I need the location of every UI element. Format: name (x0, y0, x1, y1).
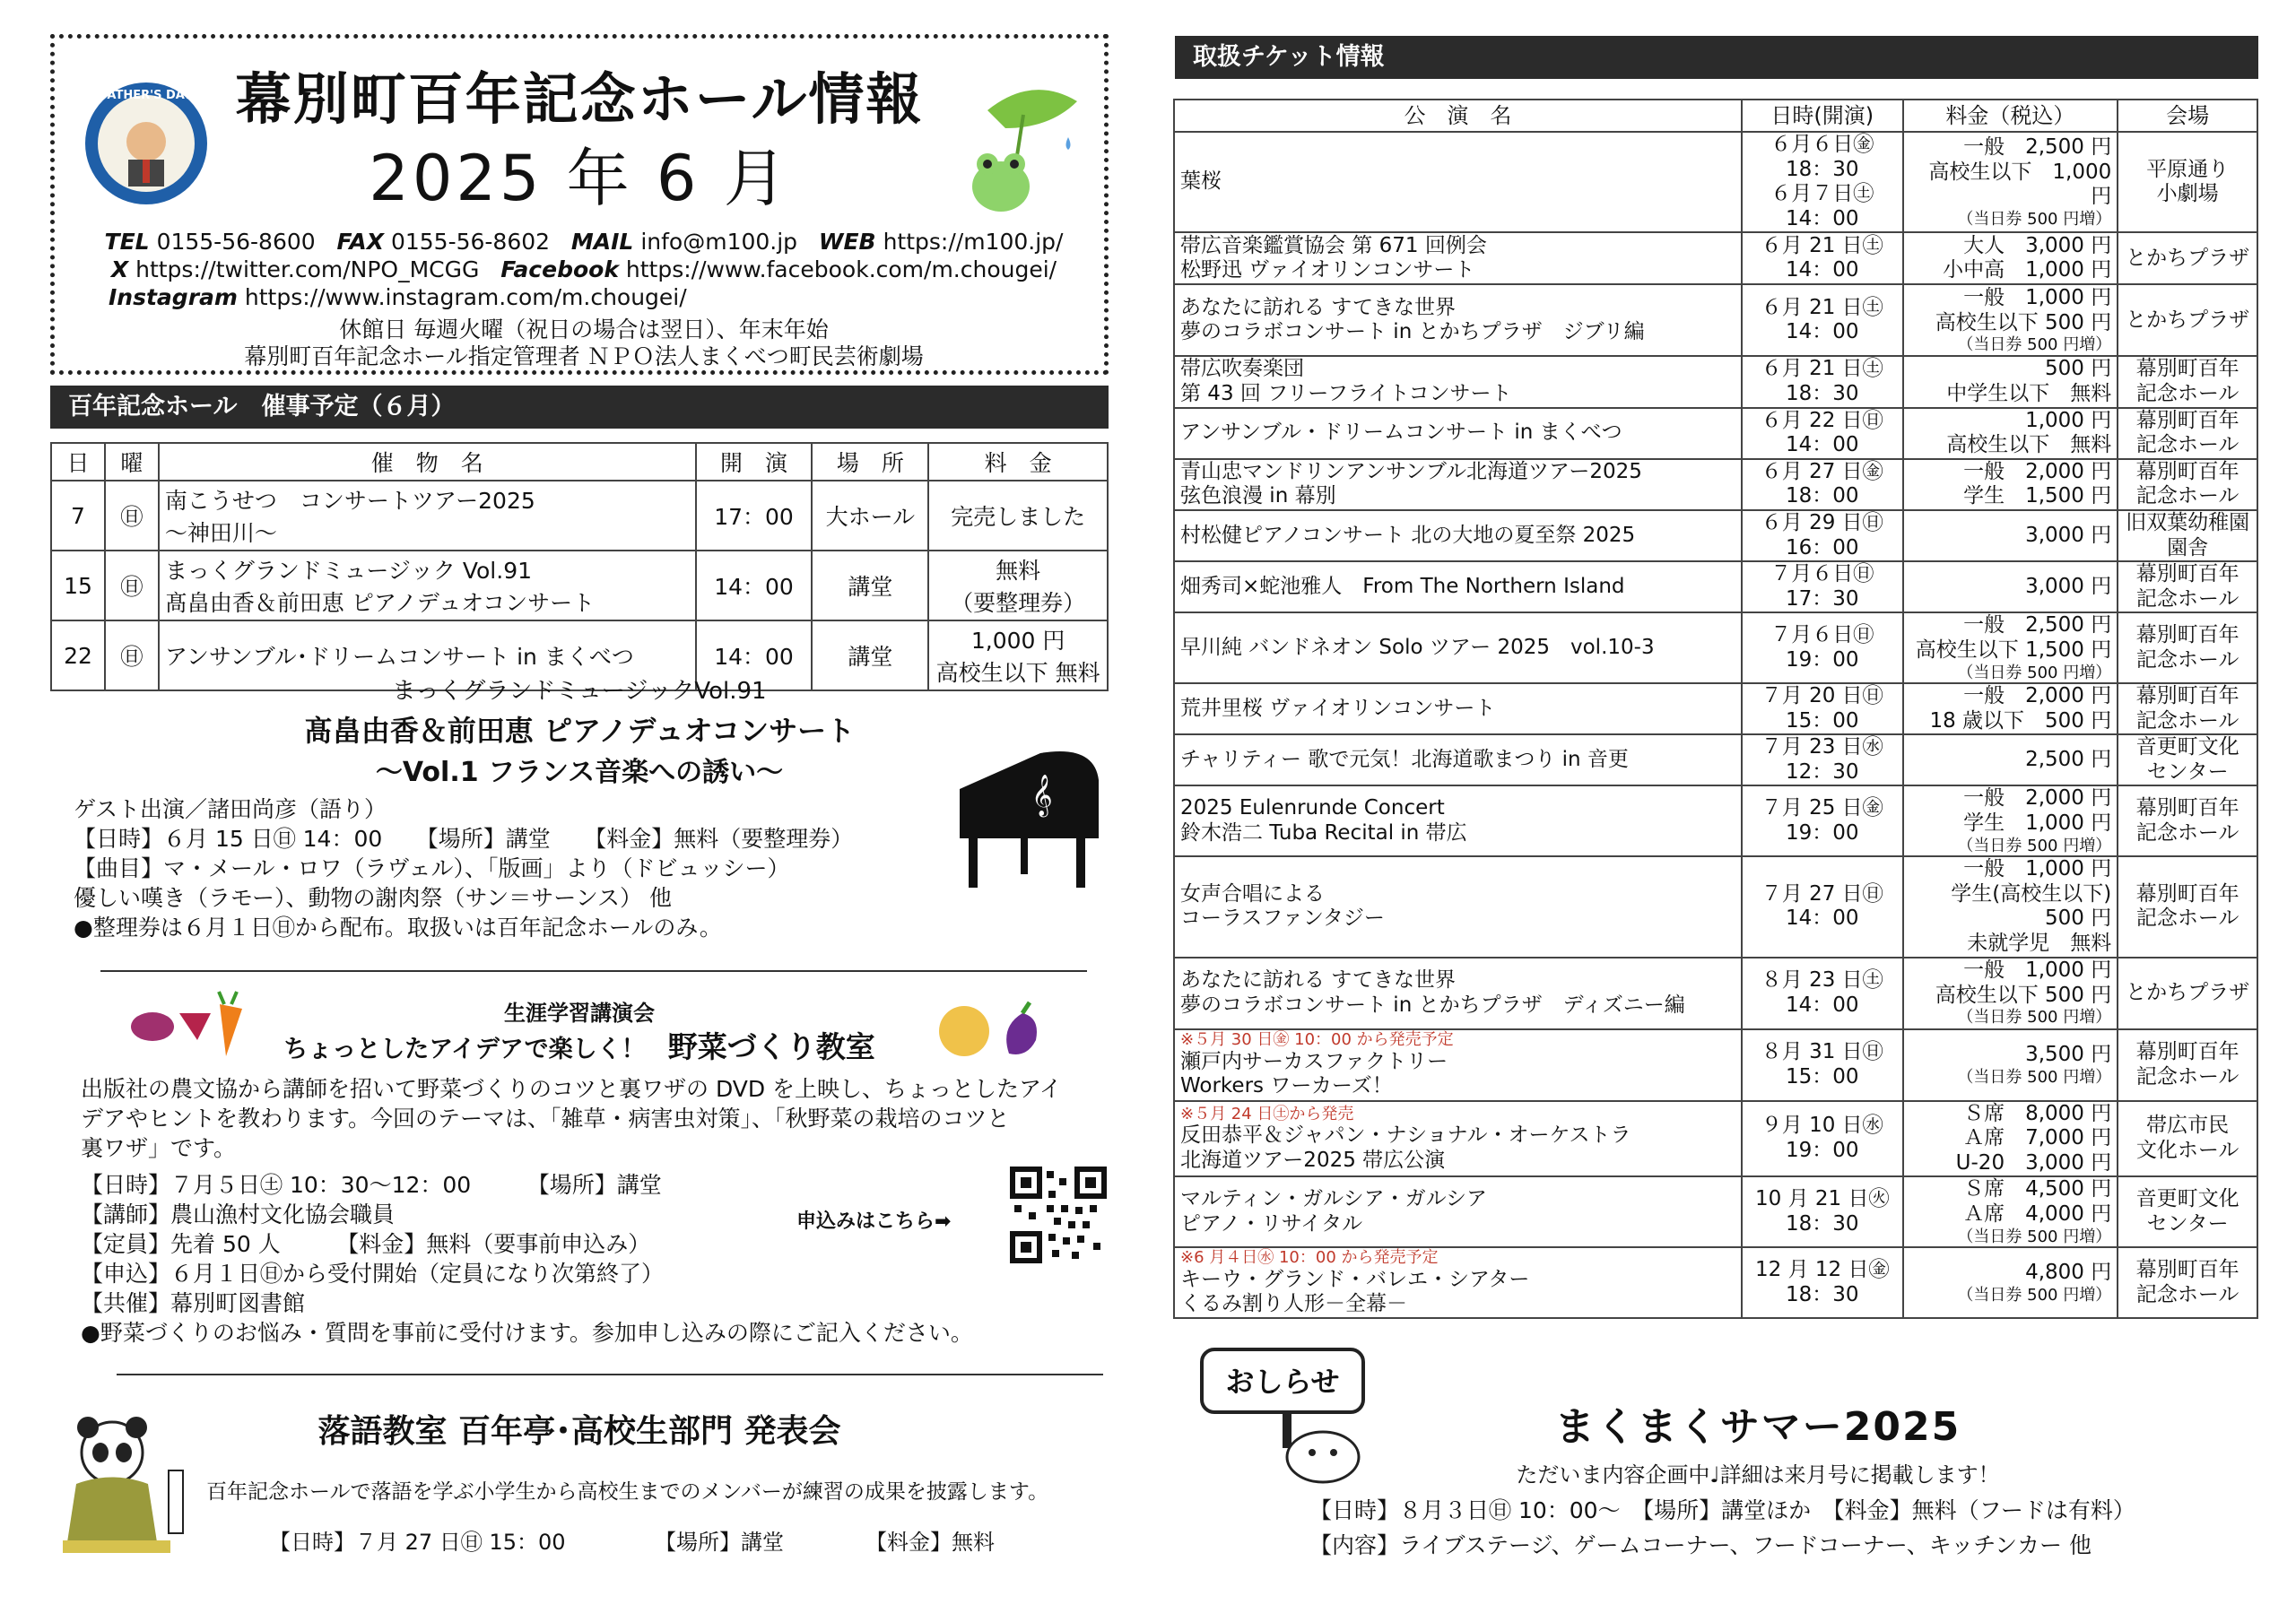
ticket-performance-name: 女声合唱による (1180, 881, 1325, 906)
ticket-row (1174, 356, 2257, 407)
vegetable-series: 生涯学習講演会 (504, 1001, 655, 1026)
ticket-price: 高校生以下 1,000 円 (1928, 160, 2112, 209)
ticket-date: ８月 31 日㊐ (1761, 1040, 1883, 1064)
piano-series: まっくグランドミュージックVol.91 (392, 678, 767, 705)
rakugo-title: 落語教室 百年亭･高校生部門 発表会 (317, 1413, 841, 1450)
ticket-date: ７月 23 日㊌ (1761, 735, 1883, 759)
ticket-row (1174, 232, 2257, 284)
event-day: 15 (51, 551, 105, 620)
ticket-venue: センター (2146, 759, 2229, 784)
event-name: まっくグランドミュージック Vol.91 (164, 558, 532, 584)
piano-subtitle: ～Vol.1 フランス音楽への誘い～ (375, 757, 784, 788)
ticket-date: ６月 22 日㊐ (1761, 408, 1883, 432)
ticket-performance-name: 北海道ツアー2025 帯広公演 (1180, 1148, 1446, 1172)
ticket-sale-note: ※５月 30 日㊎ 10：00 から発売予定 (1180, 1030, 1454, 1050)
ticket-venue: 幕別町百年 (2135, 357, 2239, 381)
vegetable-apply-period: 【申込】６月１日㊐から受付開始（定員になり次第終了） (81, 1261, 665, 1287)
ticket-venue: とかちプラザ (2126, 246, 2250, 270)
ticket-row (1174, 132, 2257, 232)
closed-days: 休館日 毎週火曜（祝日の場合は翌日）、年末年始 (339, 317, 829, 343)
ticket-price: 3,000 円 (2025, 574, 2112, 598)
event-dow: ㊐ (105, 620, 159, 690)
ticket-date: 15：00 (1785, 1064, 1859, 1089)
ticket-price: Ａ席 7,000 円 (1963, 1126, 2112, 1150)
rakugo-fee: 【料金】無料 (865, 1530, 995, 1555)
piano-datetime: 【日時】６月 15 日㊐ 14：00 【場所】講堂 【料金】無料（要整理券） (74, 826, 854, 852)
qr-code-icon[interactable] (1009, 1166, 1108, 1264)
ticket-row (1174, 510, 2257, 561)
events-header-place: 場 所 (812, 443, 928, 481)
ticket-performance-name: Workers ワーカーズ！ (1180, 1074, 1393, 1098)
ticket-performance-name: 青山忠マンドリンアンサンブル北海道ツアー2025 (1180, 459, 1642, 483)
ticket-price: 大人 3,000 円 (1963, 233, 2112, 257)
ticket-price: Ｓ席 4,500 円 (1963, 1177, 2112, 1201)
events-section-title: 百年記念ホール 催事予定（６月） (50, 386, 1109, 429)
table-row (51, 481, 1108, 551)
ticket-price: 高校生以下 1,500 円 (1915, 638, 2112, 662)
ticket-date: 16：00 (1785, 535, 1859, 559)
ticket-price: 一般 1,000 円 (1963, 958, 2112, 983)
ticket-venue: 記念ホール (2135, 433, 2239, 457)
ticket-price-note: （当日券 500 円増） (1957, 209, 2112, 229)
contact-line-1: TEL 0155-56-8600 FAX 0155-56-8602 MAIL info@m100.jp WEB https://m100.jp/ (104, 229, 1064, 255)
event-subname: 髙畠由香＆前田恵 ピアノデュオコンサート (164, 590, 596, 616)
ticket-venue: 幕別町百年 (2135, 562, 2239, 586)
notice-subtitle: ただいま内容企画中♩詳細は来月号に掲載します！ (1516, 1462, 2000, 1488)
vegetable-desc-3: 裏ワザ」です。 (81, 1135, 237, 1161)
event-fee-note: （要整理券） (951, 590, 1086, 616)
ticket-venue: 文化ホール (2135, 1139, 2239, 1163)
ticket-price: Ａ席 4,000 円 (1963, 1202, 2112, 1226)
divider (100, 970, 1087, 972)
ticket-performance-name: 葉桜 (1180, 169, 1222, 194)
ticket-venue: 音更町文化 (2135, 735, 2239, 759)
ticket-row (1174, 612, 2257, 683)
ticket-row (1174, 734, 2257, 785)
ticket-venue: 記念ホール (2135, 708, 2239, 733)
rakugo-place: 【場所】講堂 (655, 1530, 784, 1555)
events-header-day: 日 (51, 443, 105, 481)
ticket-venue: とかちプラザ (2126, 308, 2250, 332)
vegetable-title (50, 1024, 1109, 1066)
ticket-price: 未就学児 無料 (1967, 932, 2112, 956)
ticket-row (1174, 785, 2257, 856)
ticket-price: 高校生以下 500 円 (1935, 983, 2112, 1007)
ticket-performance-name: 弦色浪漫 in 幕別 (1180, 484, 1336, 508)
frog-umbrella-icon (952, 74, 1086, 227)
web-link[interactable]: https://m100.jp/ (883, 229, 1064, 255)
ticket-date: ６月７日㊏ (1770, 182, 1874, 206)
ticket-price: 学生(高校生以下) 500 円 (1951, 881, 2112, 931)
apply-here-label: 申込みはこちら➡ (796, 1210, 952, 1233)
ticket-price: 一般 2,500 円 (1963, 613, 2112, 638)
ticket-venue: 幕別町百年 (2135, 1257, 2239, 1281)
ticket-date: ６月 29 日㊐ (1761, 510, 1883, 534)
tickets-header-date: 日時(開演) (1742, 100, 1903, 132)
ticket-venue: 帯広市民 (2146, 1114, 2230, 1138)
event-fee: 完売しました (951, 504, 1086, 530)
ticket-price-note: （当日券 500 円増） (1957, 836, 2112, 855)
ticket-venue: 小劇場 (2156, 182, 2219, 206)
event-dow: ㊐ (105, 481, 159, 551)
piano-title: 髙畠由香＆前田恵 ピアノデュオコンサート (303, 714, 856, 748)
ticket-date: ７月６日㊐ (1770, 623, 1874, 647)
ticket-date: 18：30 (1785, 157, 1859, 181)
ticket-price: 学生 1,500 円 (1963, 484, 2112, 508)
ticket-row (1174, 1176, 2257, 1247)
facebook-link[interactable]: https://www.facebook.com/m.chougei/ (625, 256, 1057, 282)
ticket-price: U-20 3,000 円 (1955, 1150, 2112, 1175)
event-name: アンサンブル･ドリームコンサート in まくべつ (164, 644, 634, 670)
ticket-price: 一般 1,000 円 (1963, 857, 2112, 881)
notice-sign-icon (1197, 1345, 1404, 1488)
ticket-price: Ｓ席 8,000 円 (1963, 1101, 2112, 1125)
events-table (50, 442, 1109, 691)
ticket-date: ７月 25 日㊎ (1761, 796, 1883, 820)
ticket-price: 高校生以下 500 円 (1935, 310, 2112, 334)
contact-line-3: Instagram https://www.instagram.com/m.chougei/ (109, 284, 687, 310)
ticket-performance-name: 2025 Eulenrunde Concert (1180, 796, 1445, 820)
ticket-performance-name: マルティン・ガルシア・ガルシア (1180, 1187, 1488, 1211)
ticket-date: 14：00 (1785, 906, 1859, 931)
divider (117, 1374, 1103, 1375)
ticket-venue: 平原通り (2146, 157, 2230, 181)
ticket-price: 小中高 1,000 円 (1943, 258, 2112, 282)
event-day: 7 (51, 481, 105, 551)
ticket-date: 10 月 21 日㊋ (1755, 1187, 1890, 1211)
event-time: 17：00 (696, 481, 813, 551)
piano-guest: ゲスト出演／諸田尚彦（語り） (74, 796, 387, 822)
event-place: 講堂 (812, 620, 928, 690)
event-dow: ㊐ (105, 551, 159, 620)
ticket-performance-name: チャリティー 歌で元気！北海道歌まつり in 音更 (1180, 748, 1629, 772)
ticket-performance-name: 帯広音楽鑑賞協会 第 671 回例会 (1180, 233, 1487, 257)
ticket-date: ７月 27 日㊐ (1761, 881, 1883, 906)
ticket-price: 一般 1,000 円 (1963, 285, 2112, 309)
ticket-venue: 記念ホール (2135, 647, 2239, 672)
ticket-date: 18：30 (1785, 1211, 1859, 1236)
ticket-performance-name: 夢のコラボコンサート in とかちプラザ ジブリ編 (1180, 320, 1645, 344)
badge-text: FATHER'S DAY (100, 89, 192, 102)
issue-month: 2025 年 6 月 (369, 142, 790, 215)
notice-sign-text: おしらせ (1225, 1365, 1340, 1399)
piano-program-1: 【曲目】マ・メール・ロワ（ラヴェル）、「版画」より（ドビュッシー） (74, 855, 790, 881)
ticket-row (1174, 1101, 2257, 1177)
ticket-venue: 旧双葉幼稚園 (2126, 510, 2250, 534)
ticket-performance-name: 鈴木浩二 Tuba Recital in 帯広 (1180, 820, 1467, 845)
vegetable-cohost: 【共催】幕別町図書館 (81, 1290, 306, 1316)
ticket-row (1174, 856, 2257, 957)
ticket-date: 19：00 (1785, 1139, 1859, 1163)
ticket-venue: 記念ホール (2135, 381, 2239, 405)
contact-line-2: X https://twitter.com/NPO_MCGG Facebook https://www.facebook.com/m.chougei/ (110, 256, 1057, 282)
ticket-venue: 記念ホール (2135, 1064, 2239, 1089)
ticket-venue: 幕別町百年 (2135, 881, 2239, 906)
ticket-venue: 幕別町百年 (2135, 1040, 2239, 1064)
ticket-venue: 記念ホール (2135, 484, 2239, 508)
ticket-performance-name: 荒井里桜 ヴァイオリンコンサート (1180, 696, 1496, 720)
ticket-price: 4,800 円 (2025, 1260, 2112, 1284)
tickets-section-title: 取扱チケット情報 (1175, 36, 2258, 79)
event-name: 南こうせつ コンサートツアー2025 (164, 488, 535, 514)
svg-text:𝄞: 𝄞 (1031, 775, 1053, 816)
events-header-time: 開 演 (696, 443, 813, 481)
ticket-price-note: （当日券 500 円増） (1957, 1285, 2112, 1305)
ticket-date: ６月 27 日㊎ (1761, 459, 1883, 483)
tickets-header-price: 料金（税込） (1903, 100, 2118, 132)
ticket-performance-name: ピアノ・リサイタル (1180, 1211, 1363, 1236)
notice-title: まくまくサマー2025 (1554, 1404, 1961, 1450)
vegetable-desc-2: デアやヒントを教わります。今回のテーマは、「雑草・病害虫対策」、「秋野菜の栽培のコツと (81, 1106, 1010, 1132)
ticket-performance-name: くるみ割り人形－全幕－ (1180, 1292, 1407, 1316)
notice-details-1: 【日時】８月３日㊐ 10：00～ 【場所】講堂ほか 【料金】無料（フードは有料） (1309, 1497, 2135, 1523)
ticket-price: 1,000 円 (2025, 408, 2112, 432)
ticket-row (1174, 1247, 2257, 1318)
notice-details-2: 【内容】ライブステージ、ゲームコーナー、フードコーナー、キッチンカー 他 (1309, 1532, 2092, 1558)
vegetable-title-lead: ちょっとしたアイデアで楽しく！ (283, 1036, 646, 1063)
event-fee: 無料 (996, 558, 1041, 584)
event-time: 14：00 (696, 620, 813, 690)
ticket-date: 14：00 (1785, 258, 1859, 282)
ticket-price: 500 円 (2045, 357, 2112, 381)
ticket-date: 17：30 (1785, 586, 1859, 611)
ticket-venue: 記念ホール (2135, 586, 2239, 611)
event-time: 14：00 (696, 551, 813, 620)
ticket-row (1174, 459, 2257, 510)
ticket-date: ６月 21 日㊏ (1761, 357, 1883, 381)
ticket-price: 高校生以下 無料 (1946, 433, 2112, 457)
ticket-date: ７月６日㊐ (1770, 562, 1874, 586)
rakugo-date: 【日時】７月 27 日㊐ 15：00 (269, 1530, 566, 1555)
ticket-performance-name: あなたに訪れる すてきな世界 (1180, 968, 1457, 993)
ticket-performance-name: あなたに訪れる すてきな世界 (1180, 295, 1457, 319)
events-header-fee: 料 金 (928, 443, 1108, 481)
tickets-header-name: 公 演 名 (1174, 100, 1742, 132)
ticket-price: 中学生以下 無料 (1946, 381, 2112, 405)
ticket-date: ９月 10 日㊌ (1761, 1114, 1883, 1138)
instagram-link[interactable]: https://www.instagram.com/m.chougei/ (244, 284, 687, 310)
ticket-date: 14：00 (1785, 320, 1859, 344)
ticket-performance-name: 瀬戸内サーカスファクトリー (1180, 1049, 1448, 1073)
ticket-date: 18：30 (1785, 381, 1859, 405)
ticket-performance-name: 夢のコラボコンサート in とかちプラザ ディズニー編 (1180, 993, 1685, 1017)
vegetable-note: ●野菜づくりのお悩み・質問を事前に受付けます。参加申し込みの際にご記入ください。 (81, 1320, 973, 1346)
ticket-date: ６月６日㊎ (1770, 133, 1874, 156)
ticket-price: 3,000 円 (2025, 523, 2112, 547)
ticket-venue: 記念ホール (2135, 906, 2239, 931)
ticket-performance-name: 帯広吹奏楽団 (1180, 357, 1304, 381)
ticket-date: 12：30 (1785, 759, 1859, 784)
ticket-price: 18 歳以下 500 円 (1929, 708, 2112, 733)
ticket-date: 14：00 (1785, 206, 1859, 230)
ticket-price: 2,500 円 (2025, 748, 2112, 772)
ticket-date: 14：00 (1785, 433, 1859, 457)
ticket-sale-note: ※6 月４日㊌ 10：00 から発売予定 (1180, 1248, 1439, 1268)
vegetable-title-main: 野菜づくり教室 (667, 1029, 875, 1064)
ticket-performance-name: 村松健ピアノコンサート 北の大地の夏至祭 2025 (1180, 523, 1636, 547)
ticket-date: ８月 23 日㊏ (1761, 968, 1883, 993)
ticket-performance-name: 早川純 バンドネオン Solo ツアー 2025 vol.10-3 (1180, 635, 1655, 659)
ticket-price-note: （当日券 500 円増） (1957, 1227, 2112, 1246)
ticket-date: 14：00 (1785, 993, 1859, 1017)
ticket-price: 3,500 円 (2025, 1043, 2112, 1067)
piano-program-2: 優しい嘆き（ラモー）、動物の謝肉祭（サン＝サーンス） 他 (74, 885, 672, 911)
tickets-table (1173, 99, 2258, 1319)
ticket-performance-name: コーラスファンタジー (1180, 906, 1385, 931)
ticket-venue: 記念ホール (2135, 820, 2239, 845)
mail-link[interactable]: info@m100.jp (640, 229, 798, 255)
ticket-date: ６月 21 日㊏ (1761, 295, 1883, 319)
ticket-row (1174, 1029, 2257, 1101)
piano-ticket-note: ●整理券は６月１日㊐から配布。取扱いは百年記念ホールのみ。 (74, 915, 722, 941)
vegetable-lecturer: 【講師】農山漁村文化協会職員 (81, 1201, 396, 1227)
ticket-venue: 幕別町百年 (2135, 684, 2239, 708)
ticket-date: 12 月 12 日㊎ (1755, 1257, 1890, 1281)
ticket-venue: 幕別町百年 (2135, 459, 2239, 483)
ticket-date: 15：00 (1785, 708, 1859, 733)
rakugo-desc: 百年記念ホールで落語を学ぶ小学生から高校生までのメンバーが練習の成果を披露します。 (206, 1480, 1049, 1504)
ticket-date: ６月 21 日㊏ (1761, 233, 1883, 257)
ticket-performance-name: 反田恭平＆ジャパン・ナショナル・オーケストラ (1180, 1123, 1631, 1148)
ticket-date: 19：00 (1785, 820, 1859, 845)
ticket-date: 18：00 (1785, 484, 1859, 508)
ticket-date: 19：00 (1785, 647, 1859, 672)
vegetable-datetime: 【日時】７月５日㊏ 10：30～12：00 【場所】講堂 (81, 1172, 662, 1198)
ticket-price: 一般 2,500 円 (1963, 135, 2112, 159)
page-title: 幕別町百年記念ホール情報 (235, 66, 924, 132)
grand-piano-icon (942, 735, 1103, 897)
vegetable-capacity: 【定員】先着 50 人 【料金】無料（要事前申込み） (81, 1231, 651, 1257)
ticket-venue: センター (2146, 1211, 2229, 1236)
events-header-name: 催 物 名 (159, 443, 696, 481)
ticket-price-note: （当日券 500 円増） (1957, 335, 2112, 355)
ticket-venue: 幕別町百年 (2135, 408, 2239, 432)
ticket-performance-name: 松野迅 ヴァイオリンコンサート (1180, 258, 1475, 282)
ticket-performance-name: キーウ・グランド・バレエ・シアター (1180, 1267, 1530, 1291)
tel-value: 0155-56-8600 (156, 229, 316, 255)
header-box (50, 34, 1109, 375)
ticket-row (1174, 683, 2257, 734)
ticket-row (1174, 561, 2257, 612)
ticket-price-note: （当日券 500 円増） (1957, 1008, 2112, 1028)
ticket-row (1174, 408, 2257, 459)
table-row (51, 551, 1108, 620)
hall-manager: 幕別町百年記念ホール指定管理者 ＮＰＯ法人まくべつ町民芸術劇場 (244, 343, 924, 369)
event-place: 講堂 (812, 551, 928, 620)
ticket-price: 一般 2,000 円 (1963, 684, 2112, 708)
event-fee-note: 高校生以下 無料 (935, 660, 1100, 686)
ticket-venue: 記念ホール (2135, 1282, 2239, 1306)
ticket-price-note: （当日券 500 円増） (1957, 663, 2112, 682)
event-fee: 1,000 円 (970, 628, 1065, 654)
ticket-price: 一般 2,000 円 (1963, 786, 2112, 811)
ticket-venue: 園舎 (2167, 535, 2209, 559)
fax-value: 0155-56-8602 (390, 229, 551, 255)
ticket-venue: 幕別町百年 (2135, 796, 2239, 820)
ticket-row (1174, 958, 2257, 1029)
ticket-price-note: （当日券 500 円増） (1957, 1067, 2112, 1087)
event-subname: ～神田川～ (164, 520, 277, 546)
ticket-performance-name: アンサンブル・ドリームコンサート in まくべつ (1180, 421, 1622, 445)
ticket-sale-note: ※５月 24 日㊏から発売 (1180, 1104, 1354, 1123)
ticket-date: 18：30 (1785, 1282, 1859, 1306)
event-day: 22 (51, 620, 105, 690)
ticket-price: 学生 1,000 円 (1963, 811, 2112, 836)
x-link[interactable]: https://twitter.com/NPO_MCGG (135, 256, 480, 282)
vegetable-desc-1: 出版社の農文協から講師を招いて野菜づくりのコツと裏ワザの DVD を上映し、ちょっとしたアイ (81, 1076, 1062, 1102)
ticket-performance-name: 畑秀司×蛇池雅人 From The Northern Island (1180, 574, 1625, 598)
tickets-header-venue: 会場 (2118, 100, 2257, 132)
ticket-performance-name: 第 43 回 フリーフライトコンサート (1180, 381, 1512, 405)
ticket-date: ７月 20 日㊐ (1761, 684, 1883, 708)
event-place: 大ホール (812, 481, 928, 551)
ticket-venue: 幕別町百年 (2135, 623, 2239, 647)
events-header-dow: 曜 (105, 443, 159, 481)
ticket-venue: とかちプラザ (2126, 980, 2250, 1004)
ticket-price: 一般 2,000 円 (1963, 459, 2112, 483)
ticket-row (1174, 284, 2257, 356)
ticket-venue: 音更町文化 (2135, 1187, 2239, 1211)
